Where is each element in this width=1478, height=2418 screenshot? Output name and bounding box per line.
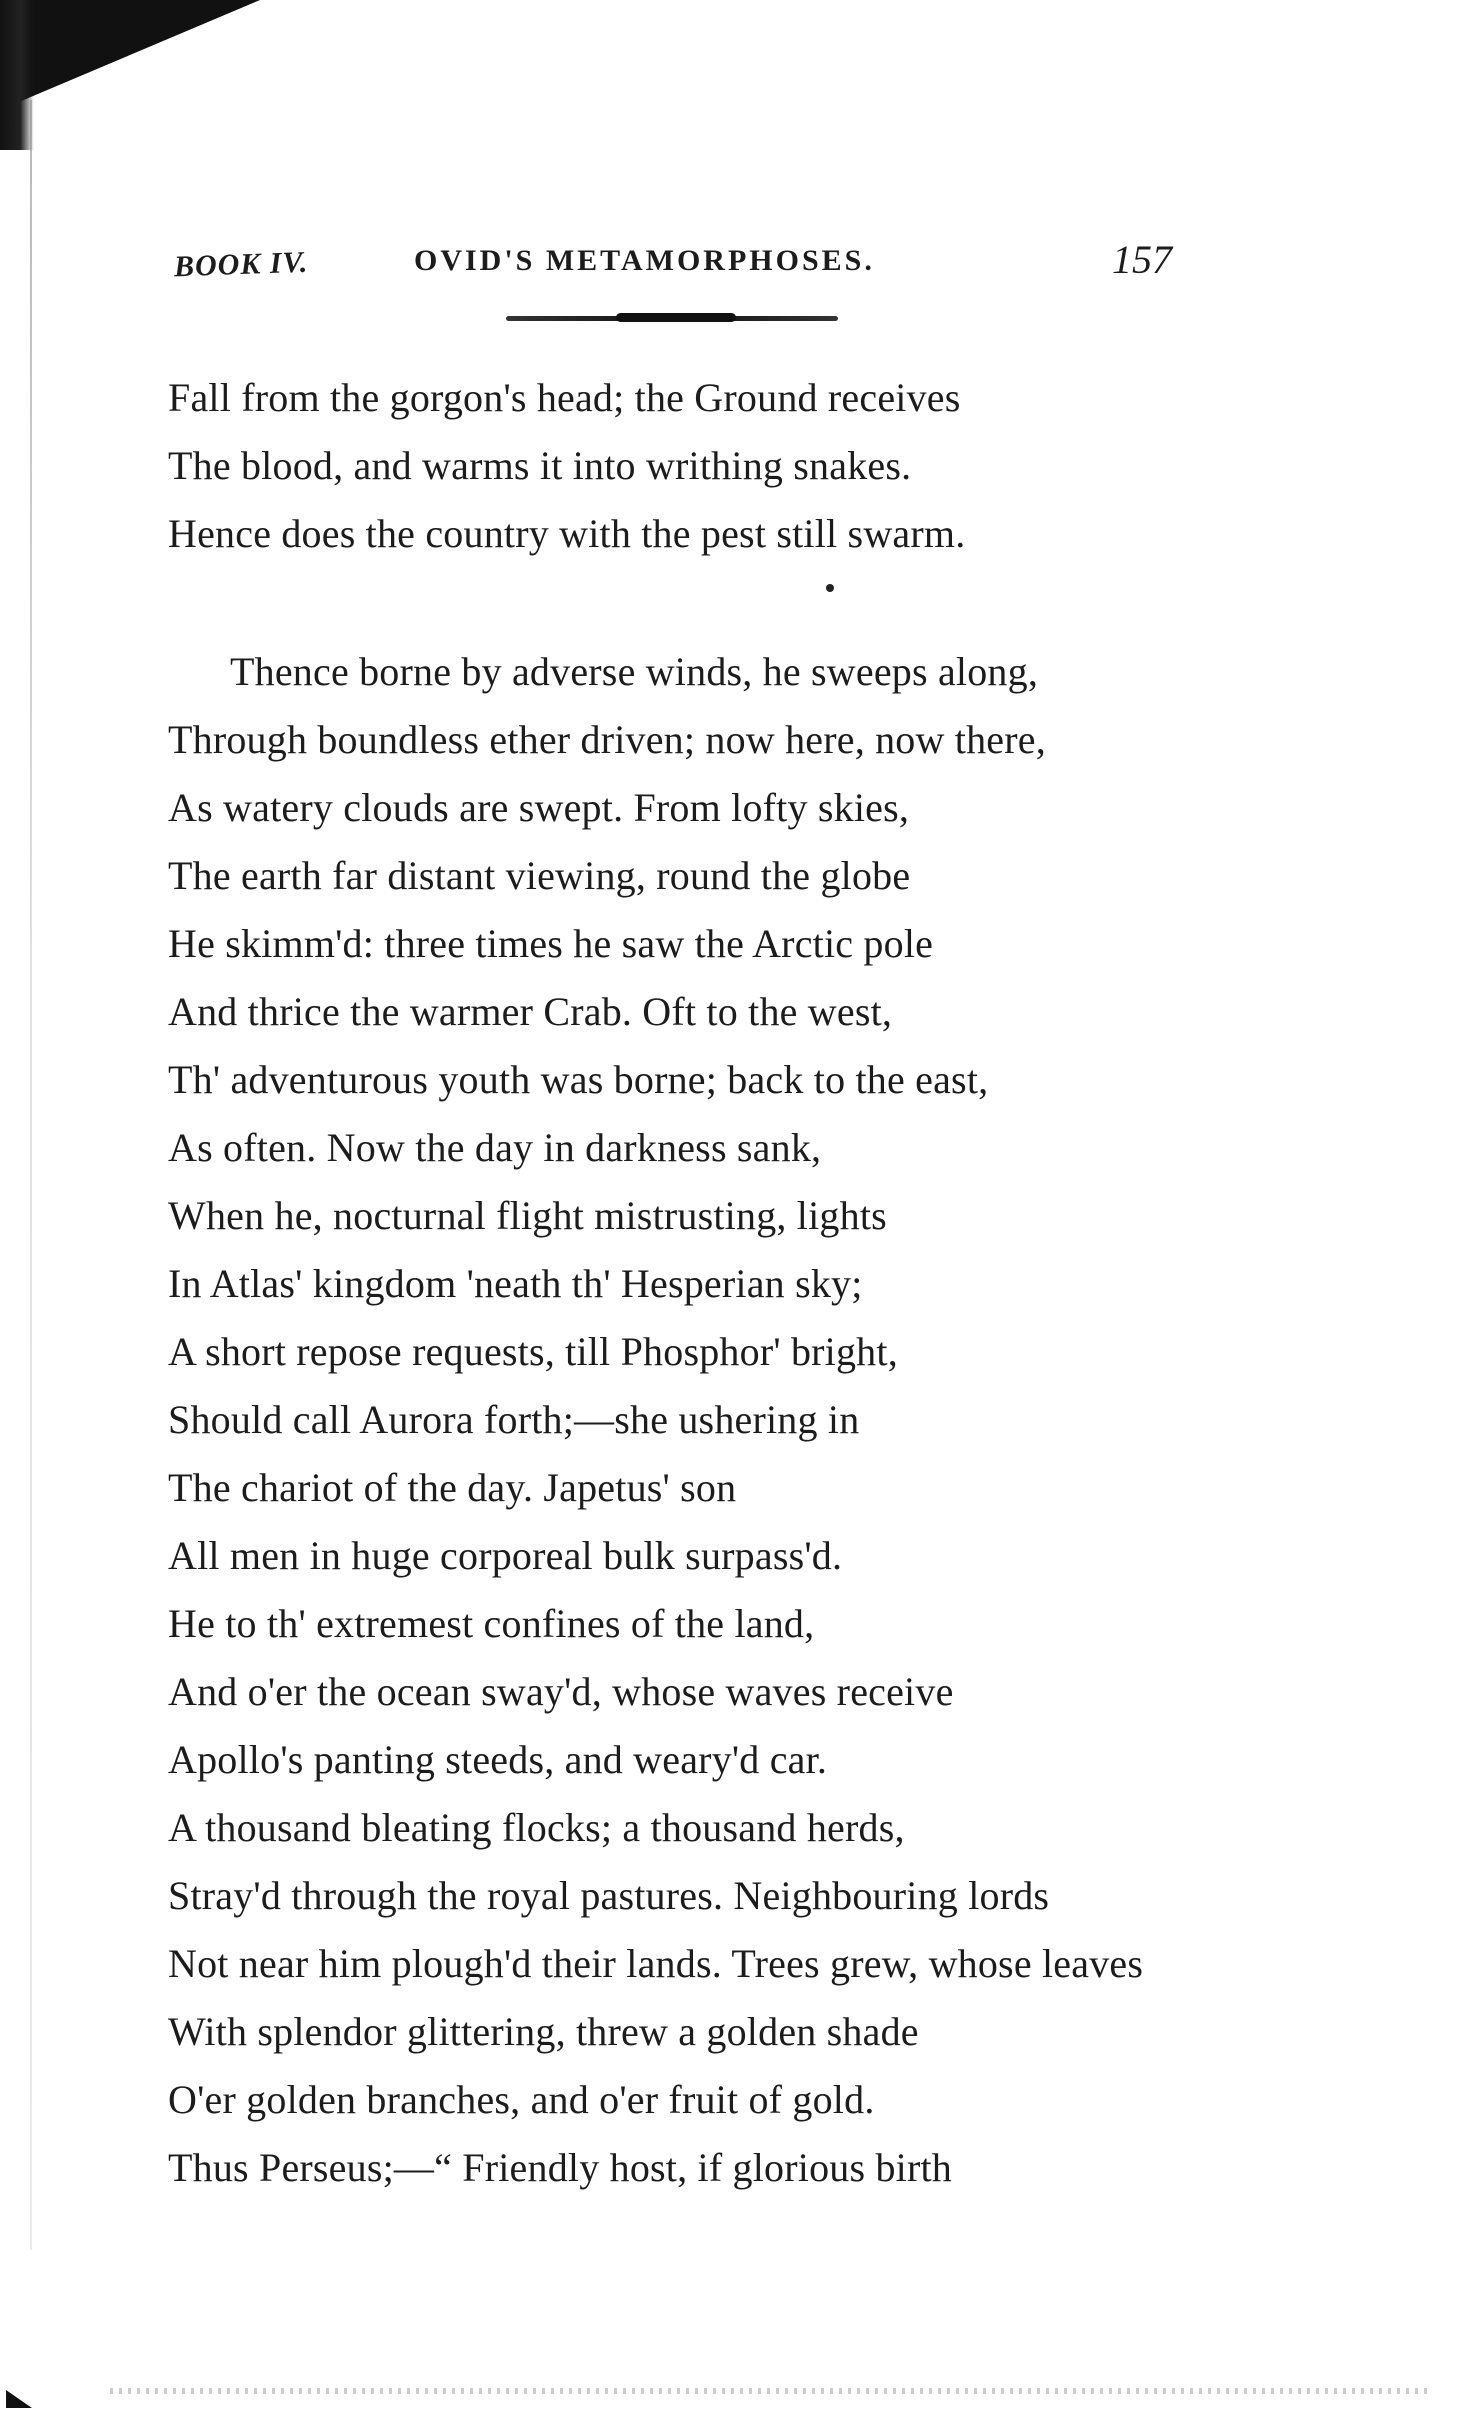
- verse-line: And o'er the ocean sway'd, whose waves receive: [168, 1669, 954, 1714]
- page-number: 157: [1112, 237, 1172, 282]
- verse-line: Should call Aurora forth;—she ushering in: [168, 1397, 860, 1442]
- verse-line: Thence borne by adverse winds, he sweeps along,: [230, 649, 1039, 694]
- running-title: OVID'S METAMORPHOSES.: [414, 244, 875, 277]
- scan-bottom-noise: [110, 2388, 1430, 2394]
- stanza-2: [168, 638, 1143, 2202]
- scan-corner-shadow: [0, 0, 260, 110]
- verse-line: Apollo's panting steeds, and weary'd car.: [168, 1737, 828, 1782]
- verse-line: Hence does the country with the pest still swarm.: [168, 511, 966, 556]
- verse-line: He to th' extremest confines of the land,: [168, 1601, 815, 1646]
- verse-line: Through boundless ether driven; now here, now there,: [168, 717, 1046, 762]
- verse-line: As often. Now the day in darkness sank,: [168, 1125, 822, 1170]
- verse-line: All men in huge corporeal bulk surpass'd.: [168, 1533, 843, 1578]
- verse-line: With splendor glittering, threw a golden shade: [168, 2009, 919, 2054]
- running-header: [170, 236, 1180, 296]
- verse-line: A short repose requests, till Phosphor' bright,: [168, 1329, 898, 1374]
- book-label: BOOK IV.: [173, 245, 309, 284]
- verse-line: Stray'd through the royal pastures. Neighbouring lords: [168, 1873, 1050, 1918]
- stanza-separator-dot: [826, 584, 834, 592]
- verse-line: The earth far distant viewing, round the globe: [168, 853, 911, 898]
- verse-line: Th' adventurous youth was borne; back to the east,: [168, 1057, 989, 1102]
- stanza-1: [168, 364, 965, 568]
- verse-line: And thrice the warmer Crab. Oft to the west,: [168, 989, 893, 1034]
- scan-bottom-mark: [6, 2390, 32, 2408]
- verse-line: The blood, and warms it into writhing snakes.: [168, 443, 912, 488]
- header-rule-center: [616, 313, 736, 322]
- verse-line: The chariot of the day. Japetus' son: [168, 1465, 737, 1510]
- scan-edge-shadow: [0, 0, 34, 150]
- verse-line: When he, nocturnal flight mistrusting, lights: [168, 1193, 887, 1238]
- verse-line: Fall from the gorgon's head; the Ground receives: [168, 375, 961, 420]
- verse-line: In Atlas' kingdom 'neath th' Hesperian sky;: [168, 1261, 863, 1306]
- page-margin-edge: [30, 100, 32, 2250]
- verse-line: A thousand bleating flocks; a thousand herds,: [168, 1805, 905, 1850]
- verse-line: He skimm'd: three times he saw the Arctic pole: [168, 921, 934, 966]
- verse-line: Not near him plough'd their lands. Trees grew, whose leaves: [168, 1941, 1144, 1986]
- verse-line: O'er golden branches, and o'er fruit of gold.: [168, 2077, 875, 2122]
- verse-line: Thus Perseus;—“ Friendly host, if glorious birth: [168, 2145, 952, 2190]
- verse-line: As watery clouds are swept. From lofty skies,: [168, 785, 910, 830]
